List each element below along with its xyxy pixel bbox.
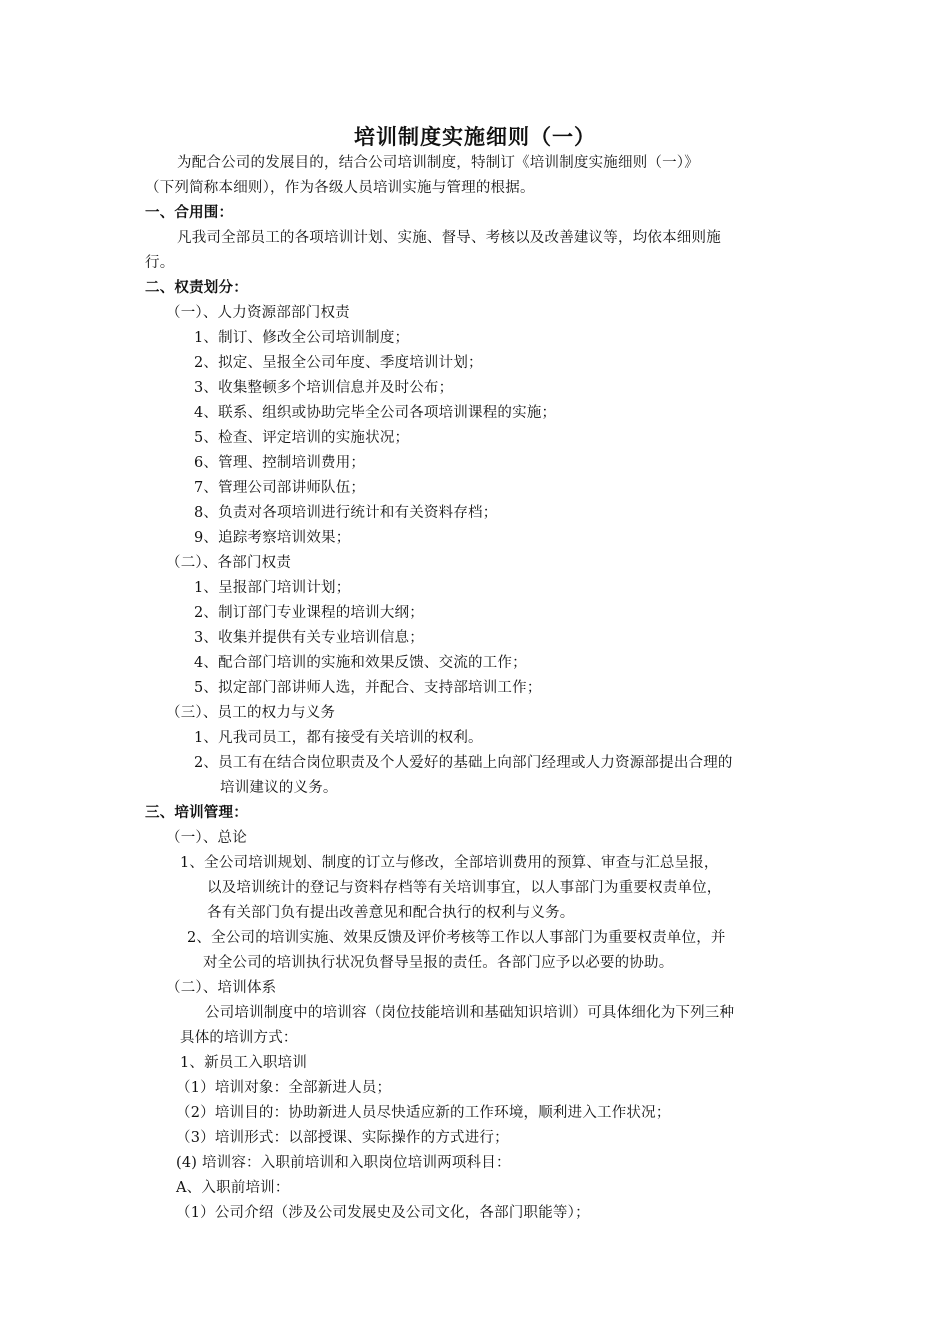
paragraph-line: 以及培训统计的登记与资料存档等有关培训事宜，以人事部门为重要权责单位， [207, 880, 722, 896]
list-item: 8、负责对各项培训进行统计和有关资料存档； [194, 505, 498, 521]
paragraph-line: 具体的培训方式： [180, 1030, 298, 1046]
paragraph-line: 凡我司全部员工的各项培训计划、实施、督导、考核以及改善建议等，均依本细则施 [177, 230, 721, 246]
list-item: 2、拟定、呈报全公司年度、季度培训计划； [194, 355, 483, 371]
list-item: 6、管理、控制培训费用； [194, 455, 366, 471]
section-heading: 三、培训管理： [145, 805, 248, 821]
subsection-heading: （二）、培训体系 [166, 980, 277, 996]
list-item: 2、员工有在结合岗位职责及个人爱好的基础上向部门经理或人力资源部提出合理的 [194, 755, 733, 771]
paragraph-line: 2、全公司的培训实施、效果反馈及评价考核等工作以人事部门为重要权责单位，并 [187, 930, 726, 946]
paragraph-line: （1）培训对象：全部新进人员； [176, 1080, 392, 1096]
list-item: 7、管理公司部讲师队伍； [194, 480, 366, 496]
list-item: 5、检查、评定培训的实施状况； [194, 430, 410, 446]
section-heading: 二、权责划分： [145, 280, 248, 296]
list-item: 1、凡我司员工，都有接受有关培训的权利。 [194, 730, 483, 746]
paragraph-line: 行。 [145, 255, 175, 271]
paragraph-line: 公司培训制度中的培训容（岗位技能培训和基础知识培训）可具体细化为下列三种 [205, 1005, 735, 1021]
subsection-heading: （二）、各部门权责 [166, 555, 292, 571]
list-item: 1、制订、修改全公司培训制度； [194, 330, 410, 346]
paragraph-line: 1、新员工入职培训 [180, 1055, 308, 1071]
paragraph-line: 1、全公司培训规划、制度的订立与修改，全部培训费用的预算、审查与汇总呈报， [180, 855, 719, 871]
list-item: 2、制订部门专业课程的培训大纲； [194, 605, 424, 621]
list-item-continuation: 培训建议的义务。 [220, 780, 338, 796]
section-heading: 一、合用围： [145, 205, 234, 221]
paragraph-line: 对全公司的培训执行状况负督导呈报的责任。各部门应予以必要的协助。 [203, 955, 674, 971]
paragraph-line: (4) 培训容：入职前培训和入职岗位培训两项科目： [176, 1155, 511, 1171]
paragraph-line: A、入职前培训： [176, 1180, 290, 1196]
list-item: 3、收集整顿多个培训信息并及时公布； [194, 380, 454, 396]
subsection-heading: （三）、员工的权力与义务 [166, 705, 336, 721]
paragraph-line: 各有关部门负有提出改善意见和配合执行的权利与义务。 [207, 905, 575, 921]
list-item: 1、呈报部门培训计划； [194, 580, 351, 596]
list-item: 4、配合部门培训的实施和效果反馈、交流的工作； [194, 655, 527, 671]
paragraph-line: （1）公司介绍（涉及公司发展史及公司文化，各部门职能等）； [176, 1205, 590, 1221]
paragraph-line: （3）培训形式：以部授课、实际操作的方式进行； [176, 1130, 509, 1146]
document-title: 培训制度实施细则（一） [354, 125, 596, 149]
list-item: 9、追踪考察培训效果； [194, 530, 351, 546]
paragraph-line: （2）培训目的：协助新进人员尽快适应新的工作环境，顺利进入工作状况； [176, 1105, 671, 1121]
subsection-heading: （一）、人力资源部部门权责 [166, 305, 350, 321]
list-item: 5、拟定部门部讲师人选，并配合、支持部培训工作； [194, 680, 542, 696]
list-item: 3、收集并提供有关专业培训信息； [194, 630, 424, 646]
list-item: 4、联系、组织或协助完毕全公司各项培训课程的实施； [194, 405, 557, 421]
intro-line: （下列简称本细则），作为各级人员培训实施与管理的根据。 [145, 180, 535, 196]
intro-line: 为配合公司的发展目的，结合公司培训制度，特制订《培训制度实施细则（一）》 [177, 155, 699, 171]
subsection-heading: （一）、总论 [166, 830, 247, 846]
